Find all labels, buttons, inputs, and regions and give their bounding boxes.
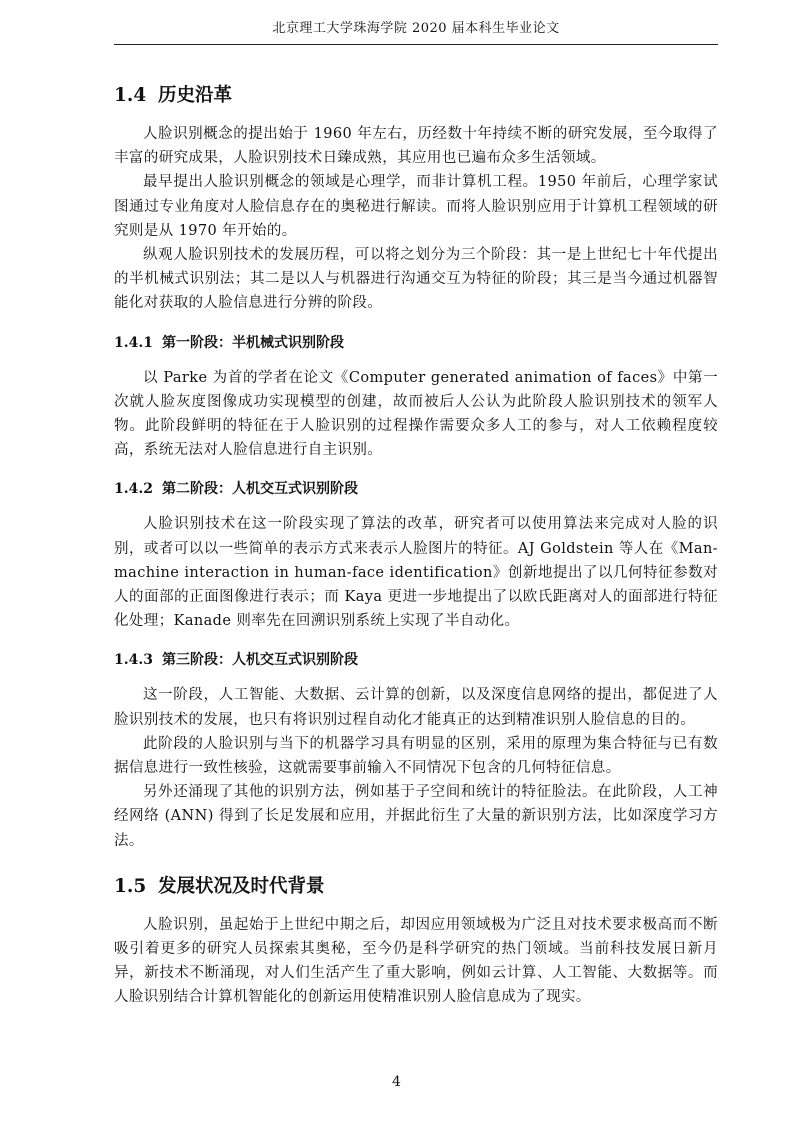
paragraph: 纵观人脸识别技术的发展历程，可以将之划分为三个阶段：其一是上世纪七十年代提出的半机械式识别法；其二是以人与机器进行沟通交互为特征的阶段；其三是当今通过机器智能化对获取的人脸信息进行分辨的阶段。 [114,247,718,312]
paragraph: 最早提出人脸识别概念的领域是心理学，而非计算机工程。1950 年前后，心理学家试图通过专业角度对人脸信息存在的奥秘进行解读。而将人脸识别应用于计算机工程领域的研究则是从 1970 年开始的。 [114,174,718,239]
section-title: 历史沿革 [158,85,233,106]
page-number: 4 [392,1074,401,1090]
subsection-title: 第二阶段：人机交互式识别阶段 [162,481,358,498]
paragraph: 人脸识别，虽起始于上世纪中期之后，却因应用领域极为广泛且对技术要求极高而不断吸引着更多的研究人员探索其奥秘，至今仍是科学研究的热门领域。当前科技发展日新月异，新技术不断涌现，对人们生活产生了重大影响，例如云计算、人工智能、大数据等。而人脸识别结合计算机智能化的创新运用使精准识别人脸信息成为了现实。 [114,916,718,1006]
subsection-number: 1.4.2 [114,481,153,498]
section-number: 1.5 [114,875,147,897]
page-content [114,78,718,1010]
subsection-heading-1-4-3 [114,645,718,675]
header-rule [114,44,718,45]
paragraph: 人脸识别技术在这一阶段实现了算法的改革，研究者可以使用算法来完成对人脸的识别，或者可以以一些简单的表示方式来表示人脸图片的特征。AJ Goldstein 等人在《Man-machine interaction in human-face identification》创新地提出了以几何特征参数对人的面部的正面图像进行表示；而 Kaya 更进一步地提出了以欧氏距离对人的面部进行特征化处理；Kanade 则率先在回溯识别系统上实现了半自动化。 [114,516,718,630]
subsection-title: 第一阶段：半机械式识别阶段 [162,334,344,351]
subsection-number: 1.4.1 [114,334,153,351]
paragraph: 此阶段的人脸识别与当下的机器学习具有明显的区别，采用的原理为集合特征与已有数据信息进行一致性核验，这就需要事前输入不同情况下包含的几何特征信息。 [114,735,718,777]
section-number: 1.4 [114,85,147,106]
running-header: 北京理工大学珠海学院 2020 届本科生毕业论文 [272,21,560,36]
paragraph: 这一阶段，人工智能、大数据、云计算的创新，以及深度信息网络的提出，都促进了人脸识别技术的发展，也只有将识别过程自动化才能真正的达到精准识别人脸信息的目的。 [114,687,718,728]
section-title: 发展状况及时代背景 [158,875,325,897]
paragraph: 另外还涌现了其他的识别方法，例如基于子空间和统计的特征脸法。在此阶段，人工神经网络 (ANN) 得到了长足发展和应用，并据此衍生了大量的新识别方法，比如深度学习方法。 [114,784,718,849]
paragraph: 人脸识别概念的提出始于 1960 年左右，历经数十年持续不断的研究发展，至今取得了丰富的研究成果，人脸识别技术日臻成熟，其应用也已遍布众多生活领域。 [114,126,718,167]
paragraph: 以 Parke 为首的学者在论文《Computer generated animation of faces》中第一次就人脸灰度图像成功实现模型的创建，故而被后人公认为此阶段人脸识别技术的领军人物。此阶段鲜明的特征在于人脸识别的过程操作需要众多人工的参与，对人工依赖程度较高，系统无法对人脸信息进行自主识别。 [114,369,718,459]
section-heading-1-4 [114,78,718,114]
subsection-heading-1-4-2 [114,474,718,504]
subsection-heading-1-4-1 [114,328,718,358]
subsection-number: 1.4.3 [114,652,153,669]
subsection-title: 第三阶段：人机交互式识别阶段 [162,652,358,669]
section-heading-1-5 [114,869,718,905]
